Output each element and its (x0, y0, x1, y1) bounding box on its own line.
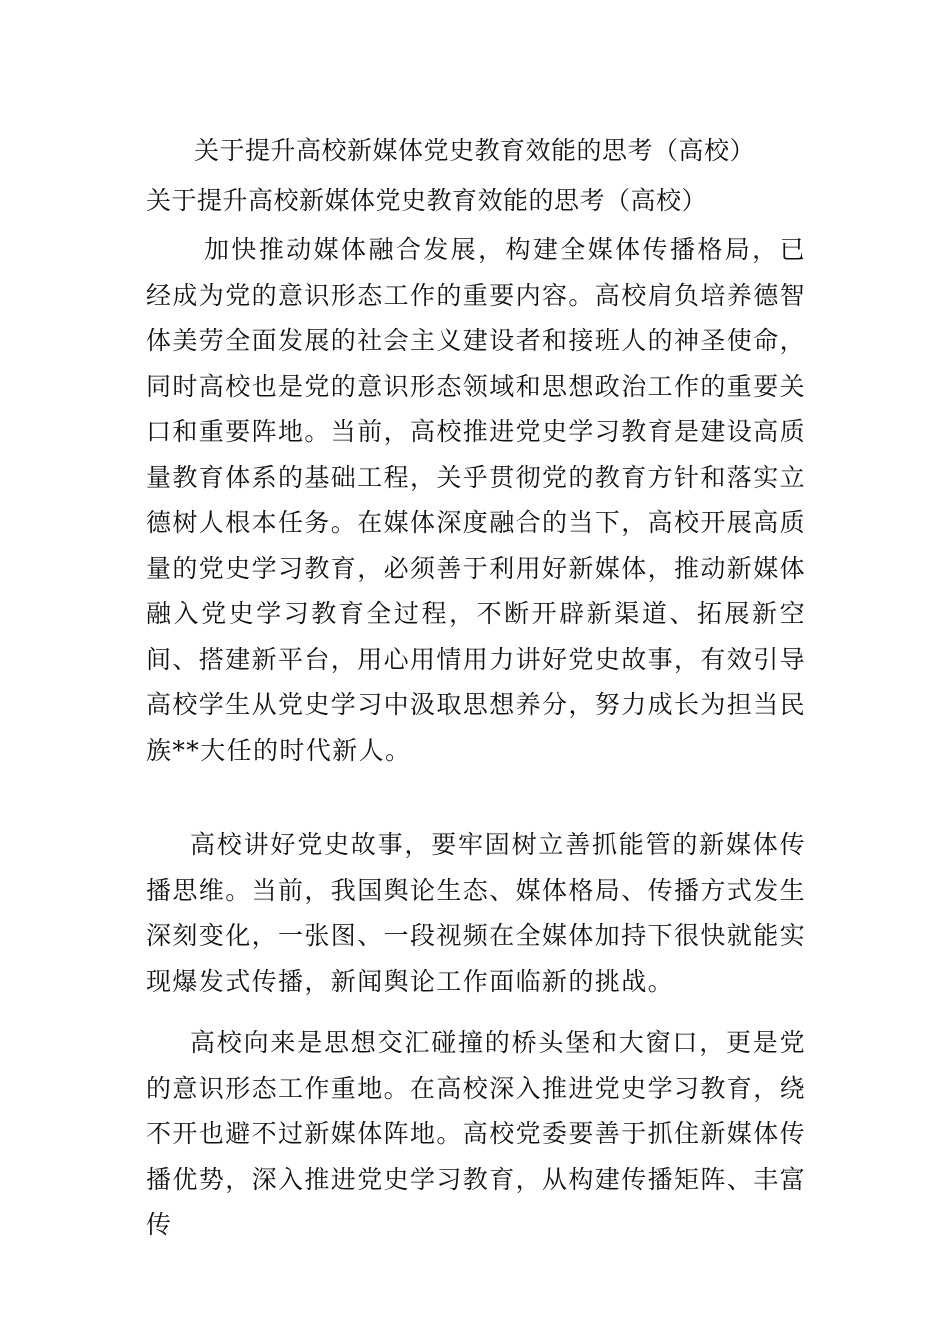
paragraph-3: 高校向来是思想交汇碰撞的桥头堡和大窗口，更是党的意识形态工作重地。在高校深入推进党史学习教育，绕不开也避不过新媒体阵地。高校党委要善于抓住新媒体传播优势，深入推进党史学习教育，从构建传播矩阵、丰富传 (146, 1028, 807, 1239)
paragraph-1: 加快推动媒体融合发展，构建全媒体传播格局，已经成为党的意识形态工作的重要内容。高校肩负培养德智体美劳全面发展的社会主义建设者和接班人的神圣使命，同时高校也是党的意识形态领域和思想政治工作的重要关口和重要阵地。当前，高校推进党史学习教育是建设高质量教育体系的基础工程，关乎贯彻党的教育方针和落实立德树人根本任务。在媒体深度融合的当下，高校开展高质量的党史学习教育，必须善于利用好新媒体，推动新媒体融入党史学习教育全过程，不断开辟新渠道、拓展新空间、搭建新平台，用心用情用力讲好党史故事，有效引导高校学生从党史学习中汲取思想养分，努力成长为担当民族**大任的时代新人。 (146, 235, 807, 765)
paragraph-2: 高校讲好党史故事，要牢固树立善抓能管的新媒体传播思维。当前，我国舆论生态、媒体格局、传播方式发生深刻变化，一张图、一段视频在全媒体加持下很快就能实现爆发式传播，新闻舆论工作面临新的挑战。 (146, 830, 807, 996)
document-subtitle: 关于提升高校新媒体党史教育效能的思考（高校） (146, 186, 708, 215)
document-title: 关于提升高校新媒体党史教育效能的思考（高校） (194, 136, 756, 165)
